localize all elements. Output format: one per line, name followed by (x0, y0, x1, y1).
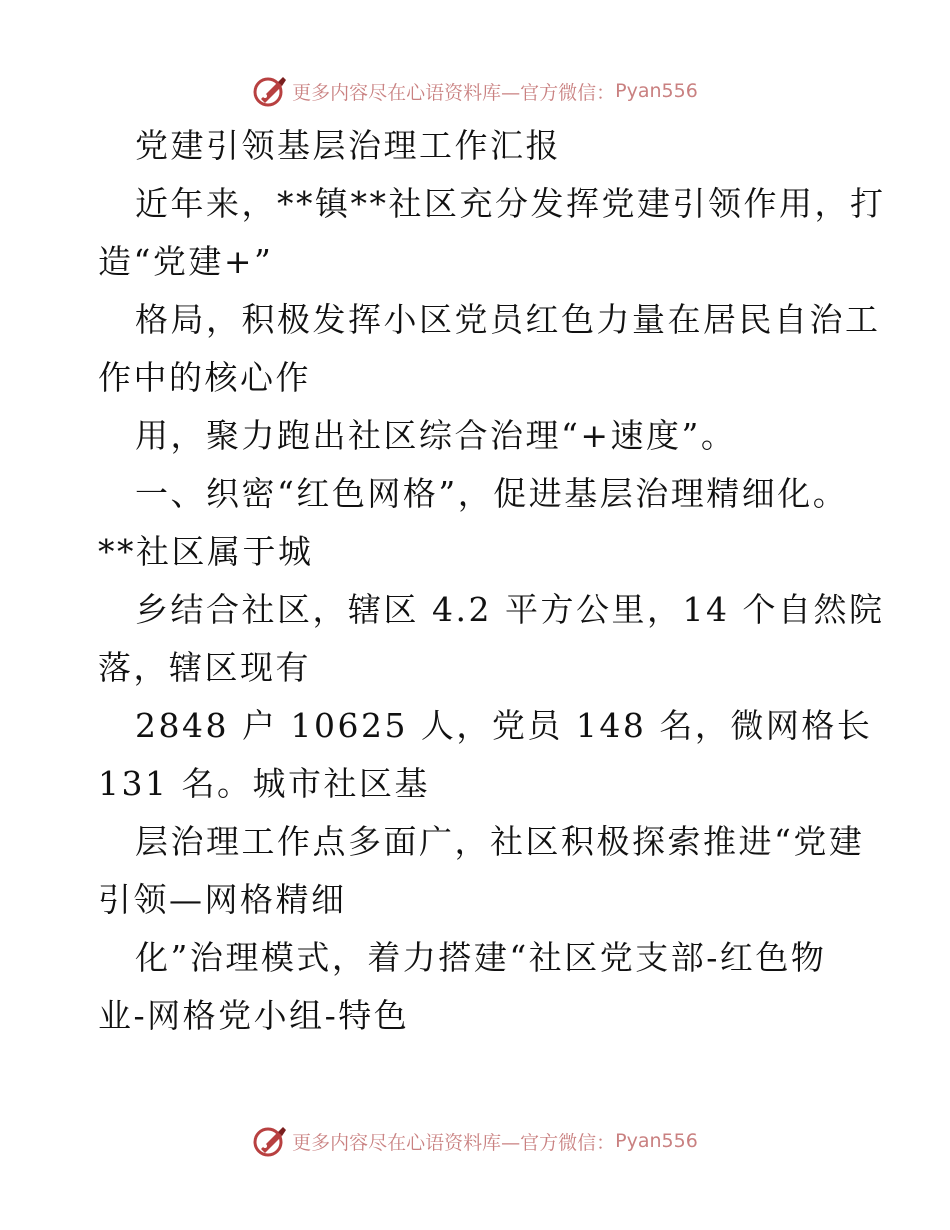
text-line: 造“党建+” (98, 242, 274, 281)
pen-logo-icon (252, 73, 288, 109)
text-line: 2848 户 10625 人，党员 148 名，微网格长 (135, 706, 873, 745)
text-line: 化”治理模式，着力搭建“社区党支部-红色物 (135, 938, 827, 977)
pen-logo-icon (252, 1123, 288, 1159)
footer-watermark (0, 1121, 950, 1161)
text-line: 作中的核心作 (98, 358, 311, 397)
text-line: 格局，积极发挥小区党员红色力量在居民自治工 (135, 300, 881, 339)
text-line: 业-网格党小组-特色 (98, 996, 410, 1035)
watermark-text: 更多内容尽在心语资料库—官方微信： (292, 1131, 616, 1154)
text-line: 层治理工作点多面广，社区积极探索推进“党建 (135, 822, 865, 861)
section-heading: 一、织密“红色网格”，促进基层治理精细化。 (135, 474, 849, 513)
text-line: **社区属于城 (98, 532, 314, 571)
document-title: 党建引领基层治理工作汇报 (135, 126, 561, 165)
header-watermark (0, 71, 950, 111)
watermark-wechat-id: Pyan556 (615, 1130, 698, 1152)
text-line: 引领—网格精细 (98, 880, 347, 919)
watermark-text: 更多内容尽在心语资料库—官方微信： (292, 81, 616, 104)
text-line: 用，聚力跑出社区综合治理“+速度”。 (135, 416, 737, 455)
text-line: 131 名。城市社区基 (98, 764, 430, 803)
watermark-wechat-id: Pyan556 (615, 80, 698, 102)
text-line: 近年来，**镇**社区充分发挥党建引领作用，打 (135, 184, 886, 223)
text-line: 落，辖区现有 (98, 648, 311, 687)
document-body (98, 117, 886, 1045)
text-line: 乡结合社区，辖区 4.2 平方公里，14 个自然院 (135, 590, 885, 629)
